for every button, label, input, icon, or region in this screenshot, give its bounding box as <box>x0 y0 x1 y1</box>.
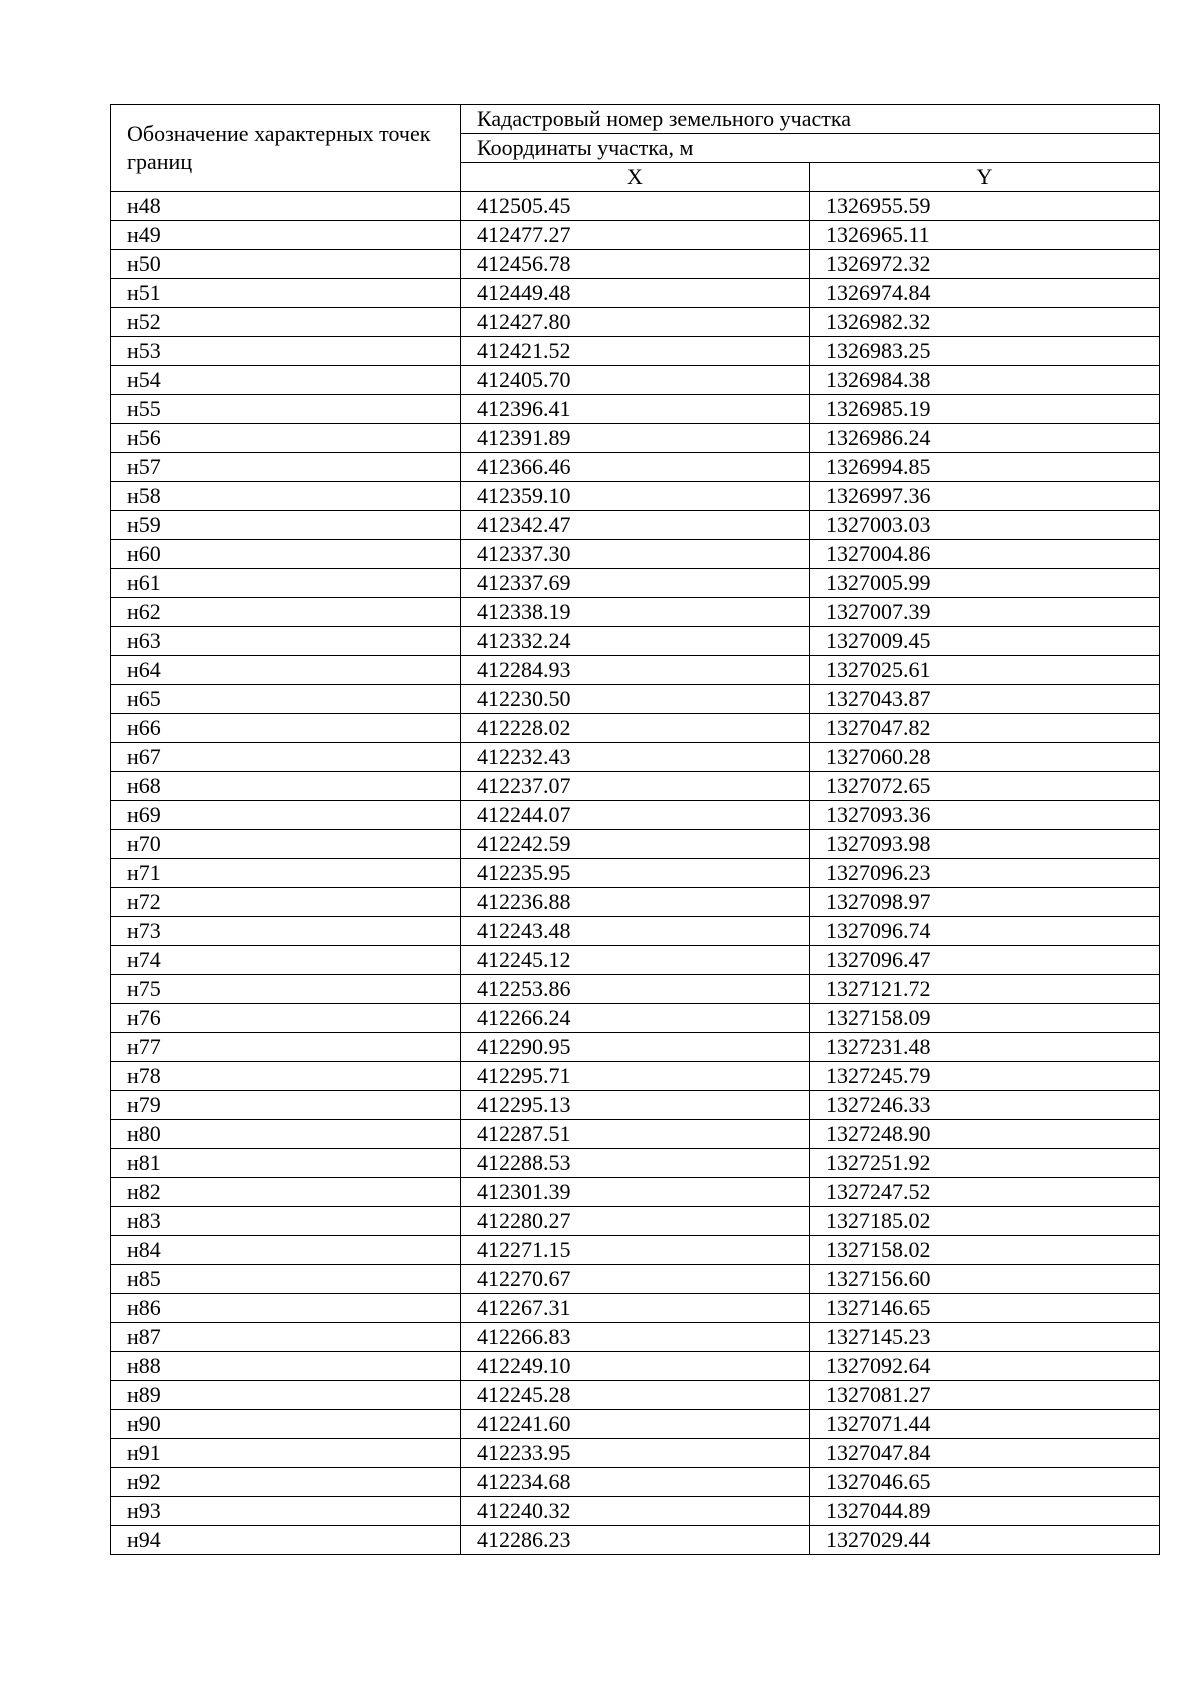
x-coordinate-cell: 412266.24 <box>461 1004 810 1033</box>
table-row <box>111 917 1160 946</box>
y-coordinate-cell: 1326972.32 <box>810 250 1160 279</box>
point-cell: н68 <box>111 772 461 801</box>
table-row <box>111 1439 1160 1468</box>
x-coordinate-cell: 412240.32 <box>461 1497 810 1526</box>
point-cell: н69 <box>111 801 461 830</box>
table-header <box>111 105 1160 192</box>
point-cell: н64 <box>111 656 461 685</box>
point-cell: н52 <box>111 308 461 337</box>
table-row <box>111 511 1160 540</box>
table-row <box>111 1526 1160 1555</box>
y-coordinate-cell: 1327071.44 <box>810 1410 1160 1439</box>
table-row <box>111 308 1160 337</box>
x-coordinate-cell: 412338.19 <box>461 598 810 627</box>
y-coordinate-cell: 1327251.92 <box>810 1149 1160 1178</box>
table-row <box>111 656 1160 685</box>
table-row <box>111 598 1160 627</box>
table-row <box>111 192 1160 221</box>
point-cell: н82 <box>111 1178 461 1207</box>
point-cell: н72 <box>111 888 461 917</box>
point-cell: н91 <box>111 1439 461 1468</box>
x-coordinate-cell: 412427.80 <box>461 308 810 337</box>
table-row <box>111 743 1160 772</box>
x-coordinate-cell: 412288.53 <box>461 1149 810 1178</box>
x-coordinate-cell: 412242.59 <box>461 830 810 859</box>
table-row <box>111 1062 1160 1091</box>
y-coordinate-cell: 1327009.45 <box>810 627 1160 656</box>
table-row <box>111 1033 1160 1062</box>
point-cell: н81 <box>111 1149 461 1178</box>
table-row <box>111 1120 1160 1149</box>
point-cell: н86 <box>111 1294 461 1323</box>
point-cell: н57 <box>111 453 461 482</box>
y-coordinate-cell: 1326965.11 <box>810 221 1160 250</box>
y-coordinate-cell: 1327081.27 <box>810 1381 1160 1410</box>
y-coordinate-cell: 1327025.61 <box>810 656 1160 685</box>
point-cell: н92 <box>111 1468 461 1497</box>
table-row <box>111 1352 1160 1381</box>
x-coordinate-cell: 412230.50 <box>461 685 810 714</box>
point-cell: н84 <box>111 1236 461 1265</box>
x-coordinate-cell: 412280.27 <box>461 1207 810 1236</box>
y-coordinate-cell: 1327092.64 <box>810 1352 1160 1381</box>
x-coordinate-cell: 412237.07 <box>461 772 810 801</box>
y-coordinate-cell: 1327156.60 <box>810 1265 1160 1294</box>
point-cell: н88 <box>111 1352 461 1381</box>
y-coordinate-cell: 1327145.23 <box>810 1323 1160 1352</box>
coordinates-table <box>110 104 1160 1555</box>
table-row <box>111 337 1160 366</box>
x-coordinate-cell: 412245.12 <box>461 946 810 975</box>
x-coordinate-cell: 412236.88 <box>461 888 810 917</box>
cadastral-number-header: Кадастровый номер земельного участка <box>461 105 1160 134</box>
x-coordinate-cell: 412342.47 <box>461 511 810 540</box>
x-coordinate-cell: 412405.70 <box>461 366 810 395</box>
point-cell: н56 <box>111 424 461 453</box>
x-coordinate-cell: 412267.31 <box>461 1294 810 1323</box>
table-row <box>111 279 1160 308</box>
point-cell: н85 <box>111 1265 461 1294</box>
table-row <box>111 1236 1160 1265</box>
point-cell: н48 <box>111 192 461 221</box>
x-coordinate-cell: 412232.43 <box>461 743 810 772</box>
y-coordinate-cell: 1326994.85 <box>810 453 1160 482</box>
y-coordinate-cell: 1327003.03 <box>810 511 1160 540</box>
point-cell: н94 <box>111 1526 461 1555</box>
point-cell: н67 <box>111 743 461 772</box>
y-coordinate-cell: 1326986.24 <box>810 424 1160 453</box>
point-cell: н60 <box>111 540 461 569</box>
y-coordinate-cell: 1327047.82 <box>810 714 1160 743</box>
point-cell: н87 <box>111 1323 461 1352</box>
y-coordinate-cell: 1327060.28 <box>810 743 1160 772</box>
y-coordinate-cell: 1327093.98 <box>810 830 1160 859</box>
table-row <box>111 1294 1160 1323</box>
y-coordinate-cell: 1327231.48 <box>810 1033 1160 1062</box>
y-coordinate-cell: 1327185.02 <box>810 1207 1160 1236</box>
table-row <box>111 250 1160 279</box>
x-coordinate-cell: 412290.95 <box>461 1033 810 1062</box>
x-coordinate-cell: 412233.95 <box>461 1439 810 1468</box>
table-row <box>111 453 1160 482</box>
y-coordinate-cell: 1327007.39 <box>810 598 1160 627</box>
table-body <box>111 192 1160 1555</box>
y-coordinate-cell: 1327247.52 <box>810 1178 1160 1207</box>
point-cell: н66 <box>111 714 461 743</box>
table-row <box>111 975 1160 1004</box>
x-coordinate-cell: 412271.15 <box>461 1236 810 1265</box>
table-row <box>111 1004 1160 1033</box>
x-coordinate-cell: 412456.78 <box>461 250 810 279</box>
table-row <box>111 1207 1160 1236</box>
x-coordinate-cell: 412301.39 <box>461 1178 810 1207</box>
point-cell: н93 <box>111 1497 461 1526</box>
table-row <box>111 1178 1160 1207</box>
point-cell: н77 <box>111 1033 461 1062</box>
x-coordinate-cell: 412295.13 <box>461 1091 810 1120</box>
table-row <box>111 627 1160 656</box>
point-cell: н83 <box>111 1207 461 1236</box>
x-coordinate-cell: 412421.52 <box>461 337 810 366</box>
x-coordinate-cell: 412241.60 <box>461 1410 810 1439</box>
y-column-header: Y <box>810 163 1160 192</box>
y-coordinate-cell: 1327248.90 <box>810 1120 1160 1149</box>
table-row <box>111 1091 1160 1120</box>
table-row <box>111 569 1160 598</box>
point-cell: н79 <box>111 1091 461 1120</box>
table-row <box>111 859 1160 888</box>
y-coordinate-cell: 1327093.36 <box>810 801 1160 830</box>
point-cell: н58 <box>111 482 461 511</box>
x-coordinate-cell: 412396.41 <box>461 395 810 424</box>
header-row-1 <box>111 105 1160 134</box>
y-coordinate-cell: 1327245.79 <box>810 1062 1160 1091</box>
x-coordinate-cell: 412286.23 <box>461 1526 810 1555</box>
y-coordinate-cell: 1327146.65 <box>810 1294 1160 1323</box>
point-cell: н90 <box>111 1410 461 1439</box>
point-cell: н65 <box>111 685 461 714</box>
y-coordinate-cell: 1327047.84 <box>810 1439 1160 1468</box>
y-coordinate-cell: 1327096.47 <box>810 946 1160 975</box>
y-coordinate-cell: 1327121.72 <box>810 975 1160 1004</box>
point-cell: н76 <box>111 1004 461 1033</box>
table-row <box>111 685 1160 714</box>
x-coordinate-cell: 412249.10 <box>461 1352 810 1381</box>
x-coordinate-cell: 412245.28 <box>461 1381 810 1410</box>
coordinates-header: Координаты участка, м <box>461 134 1160 163</box>
point-cell: н78 <box>111 1062 461 1091</box>
y-coordinate-cell: 1327098.97 <box>810 888 1160 917</box>
point-cell: н73 <box>111 917 461 946</box>
x-coordinate-cell: 412449.48 <box>461 279 810 308</box>
y-coordinate-cell: 1327005.99 <box>810 569 1160 598</box>
y-coordinate-cell: 1327158.09 <box>810 1004 1160 1033</box>
table-row <box>111 1149 1160 1178</box>
point-cell: н53 <box>111 337 461 366</box>
y-coordinate-cell: 1326974.84 <box>810 279 1160 308</box>
table-row <box>111 366 1160 395</box>
point-cell: н75 <box>111 975 461 1004</box>
y-coordinate-cell: 1326982.32 <box>810 308 1160 337</box>
y-coordinate-cell: 1327096.74 <box>810 917 1160 946</box>
table-row <box>111 946 1160 975</box>
x-coordinate-cell: 412253.86 <box>461 975 810 1004</box>
table-row <box>111 714 1160 743</box>
x-coordinate-cell: 412359.10 <box>461 482 810 511</box>
y-coordinate-cell: 1327044.89 <box>810 1497 1160 1526</box>
x-coordinate-cell: 412366.46 <box>461 453 810 482</box>
x-coordinate-cell: 412287.51 <box>461 1120 810 1149</box>
y-coordinate-cell: 1326997.36 <box>810 482 1160 511</box>
table-row <box>111 1323 1160 1352</box>
x-column-header: X <box>461 163 810 192</box>
y-coordinate-cell: 1327158.02 <box>810 1236 1160 1265</box>
point-cell: н62 <box>111 598 461 627</box>
x-coordinate-cell: 412266.83 <box>461 1323 810 1352</box>
y-coordinate-cell: 1327004.86 <box>810 540 1160 569</box>
x-coordinate-cell: 412505.45 <box>461 192 810 221</box>
point-designation-header: Обозначение характерных точек границ <box>111 105 461 192</box>
x-coordinate-cell: 412243.48 <box>461 917 810 946</box>
point-cell: н55 <box>111 395 461 424</box>
y-coordinate-cell: 1327043.87 <box>810 685 1160 714</box>
y-coordinate-cell: 1327029.44 <box>810 1526 1160 1555</box>
table-row <box>111 395 1160 424</box>
y-coordinate-cell: 1326985.19 <box>810 395 1160 424</box>
table-row <box>111 221 1160 250</box>
point-cell: н80 <box>111 1120 461 1149</box>
point-cell: н59 <box>111 511 461 540</box>
point-cell: н74 <box>111 946 461 975</box>
x-coordinate-cell: 412284.93 <box>461 656 810 685</box>
x-coordinate-cell: 412235.95 <box>461 859 810 888</box>
x-coordinate-cell: 412234.68 <box>461 1468 810 1497</box>
table-row <box>111 1381 1160 1410</box>
y-coordinate-cell: 1327246.33 <box>810 1091 1160 1120</box>
table-row <box>111 888 1160 917</box>
point-cell: н54 <box>111 366 461 395</box>
table-row <box>111 1410 1160 1439</box>
point-cell: н50 <box>111 250 461 279</box>
table-row <box>111 801 1160 830</box>
table-row <box>111 1468 1160 1497</box>
y-coordinate-cell: 1326955.59 <box>810 192 1160 221</box>
table-row <box>111 540 1160 569</box>
point-cell: н89 <box>111 1381 461 1410</box>
point-cell: н63 <box>111 627 461 656</box>
x-coordinate-cell: 412332.24 <box>461 627 810 656</box>
y-coordinate-cell: 1326984.38 <box>810 366 1160 395</box>
x-coordinate-cell: 412244.07 <box>461 801 810 830</box>
x-coordinate-cell: 412337.30 <box>461 540 810 569</box>
x-coordinate-cell: 412270.67 <box>461 1265 810 1294</box>
point-cell: н70 <box>111 830 461 859</box>
y-coordinate-cell: 1327072.65 <box>810 772 1160 801</box>
point-cell: н61 <box>111 569 461 598</box>
table-row <box>111 830 1160 859</box>
x-coordinate-cell: 412337.69 <box>461 569 810 598</box>
x-coordinate-cell: 412228.02 <box>461 714 810 743</box>
x-coordinate-cell: 412391.89 <box>461 424 810 453</box>
y-coordinate-cell: 1327096.23 <box>810 859 1160 888</box>
y-coordinate-cell: 1327046.65 <box>810 1468 1160 1497</box>
table-row <box>111 1265 1160 1294</box>
table-row <box>111 424 1160 453</box>
table-row <box>111 772 1160 801</box>
x-coordinate-cell: 412295.71 <box>461 1062 810 1091</box>
x-coordinate-cell: 412477.27 <box>461 221 810 250</box>
y-coordinate-cell: 1326983.25 <box>810 337 1160 366</box>
point-cell: н51 <box>111 279 461 308</box>
table-row <box>111 1497 1160 1526</box>
table-row <box>111 482 1160 511</box>
point-cell: н49 <box>111 221 461 250</box>
point-cell: н71 <box>111 859 461 888</box>
